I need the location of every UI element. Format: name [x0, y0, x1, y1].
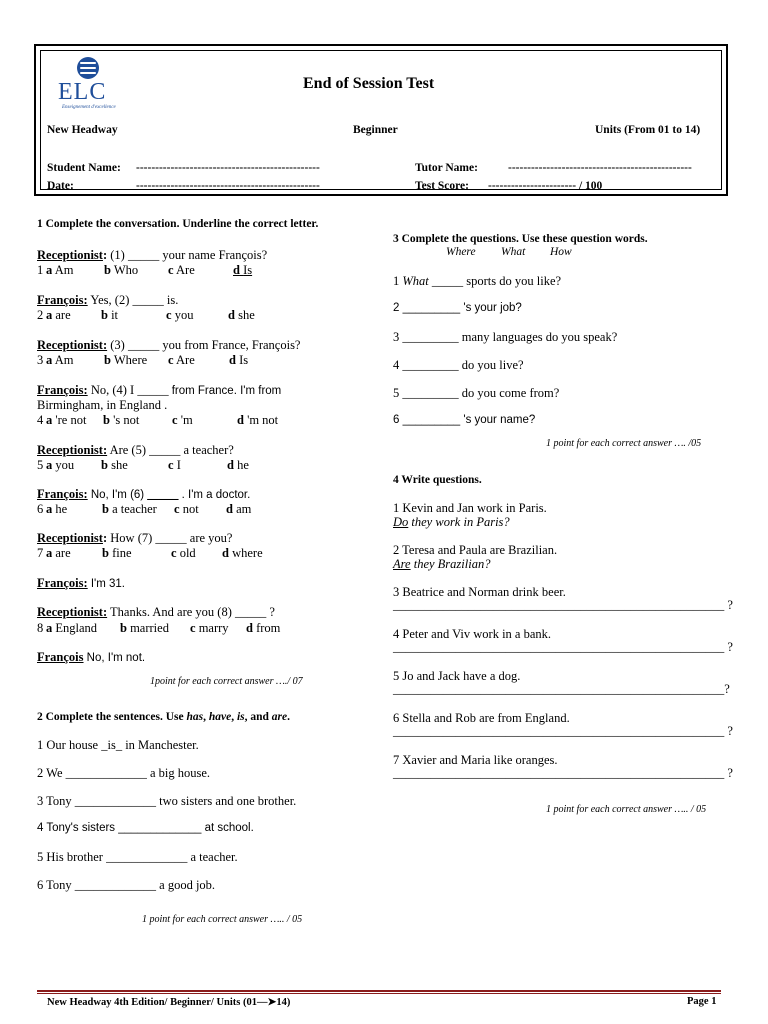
s1-q6: François: No, I'm (6) _____ . I'm a doctor.: [37, 487, 251, 501]
s4-answer-3[interactable]: _____________________________________________________ ?: [393, 598, 733, 612]
footer-rule: [37, 990, 721, 992]
course-level: Beginner: [353, 124, 398, 136]
s4-q1: 1 Kevin and Jan work in Paris.: [393, 501, 547, 515]
s1-q7-opt-b[interactable]: b fine: [102, 546, 132, 560]
s1-q5-number: 5: [37, 458, 44, 472]
s1-q4-opt-d[interactable]: d 'm not: [237, 413, 279, 427]
s2-item-3[interactable]: 3 Tony _____________ two sisters and one brother.: [37, 794, 297, 808]
s1-q7b: François: I'm 31.: [37, 576, 125, 590]
s1-q1-options: 1: [37, 263, 44, 277]
test-score-label: Test Score:: [415, 180, 469, 192]
s1-q1: Receptionist: (1) _____ your name François?: [37, 248, 268, 262]
s1-q5-opt-c[interactable]: c I: [168, 458, 181, 472]
s4-q6: 6 Stella and Rob are from England.: [393, 711, 570, 725]
tutor-name-label: Tutor Name:: [415, 162, 478, 174]
s2-item-5[interactable]: 5 His brother _____________ a teacher.: [37, 850, 238, 864]
elc-logo: ELC Enseignement d'excellence: [54, 57, 124, 109]
page-number: Page 1: [687, 996, 717, 1007]
s1-q2-number: 2: [37, 308, 44, 322]
s1-q5: Receptionist: Are (5) _____ a teacher?: [37, 443, 234, 457]
s4-answer-4[interactable]: _____________________________________________________ ?: [393, 640, 733, 654]
s3-word-where: Where: [446, 246, 476, 258]
s4-q4: 4 Peter and Viv work in a bank.: [393, 627, 552, 641]
s2-item-2[interactable]: 2 We _____________ a big house.: [37, 766, 211, 780]
s1-q8-opt-b[interactable]: b married: [120, 621, 169, 635]
s1-q7-opt-a[interactable]: a are: [46, 546, 71, 560]
s1-q2-opt-a[interactable]: a are: [46, 308, 71, 322]
s1-q4-opt-a[interactable]: a 're not: [46, 413, 87, 427]
s3-item-4[interactable]: 4 _________ do you live?: [393, 358, 524, 372]
s1-q7: Receptionist: How (7) _____ are you?: [37, 531, 233, 545]
section-1-title: 1 Complete the conversation. Underline the correct letter.: [37, 218, 319, 230]
s1-q8-opt-a[interactable]: a England: [46, 621, 98, 635]
s1-q4-number: 4: [37, 413, 44, 427]
s1-q8-number: 8: [37, 621, 44, 635]
s2-points: 1 point for each correct answer ….. / 05: [142, 914, 303, 925]
s4-answer-5[interactable]: _____________________________________________________?: [393, 682, 730, 696]
s2-item-4[interactable]: 4 Tony's sisters _____________ at school.: [37, 822, 254, 834]
s1-q1-opt-c[interactable]: c Are: [168, 263, 195, 277]
s1-q3-number: 3: [37, 353, 44, 367]
s3-word-how: How: [550, 246, 572, 258]
s1-q4-opt-c[interactable]: c 'm: [172, 413, 193, 427]
s3-item-5[interactable]: 5 _________ do you come from?: [393, 386, 560, 400]
s1-q4-line2: Birmingham, in England .: [37, 398, 168, 412]
s3-item-6[interactable]: 6 _________ 's your name?: [393, 414, 536, 426]
s4-q5: 5 Jo and Jack have a dog.: [393, 669, 521, 683]
s1-points: 1point for each correct answer …./ 07: [150, 676, 303, 687]
date-label: Date:: [47, 180, 74, 192]
s3-item-2[interactable]: 2 _________ 's your job?: [393, 302, 522, 314]
date-field[interactable]: ------------------------------------------------: [136, 180, 320, 192]
section-4-title: 4 Write questions.: [393, 474, 482, 486]
s4-q7: 7 Xavier and Maria like oranges.: [393, 753, 558, 767]
footer-rule-thin: [37, 993, 721, 994]
s4-answer-6[interactable]: _____________________________________________________ ?: [393, 724, 733, 738]
s1-q6-opt-a[interactable]: a he: [46, 502, 68, 516]
s1-q3-opt-b[interactable]: b Where: [104, 353, 148, 367]
arrow-right-icon: —➤: [257, 997, 277, 1008]
s1-q4: François: No, (4) I _____ from France. I'm from: [37, 383, 282, 397]
s1-q2-opt-b[interactable]: b it: [101, 308, 119, 322]
s3-word-what: What: [501, 246, 526, 258]
s1-q5-opt-b[interactable]: b she: [101, 458, 128, 472]
s1-q3-opt-a[interactable]: a Am: [46, 353, 74, 367]
s1-q1-opt-a[interactable]: a Am: [46, 263, 74, 277]
s2-item-6[interactable]: 6 Tony _____________ a good job.: [37, 878, 216, 892]
s1-q2: François: Yes, (2) _____ is.: [37, 293, 179, 307]
s4-a1: Do they work in Paris?: [393, 515, 510, 529]
s1-q5-opt-a[interactable]: a you: [46, 458, 75, 472]
page-title: End of Session Test: [303, 75, 435, 92]
s1-q6-number: 6: [37, 502, 44, 516]
section-2-title: 2 Complete the sentences. Use has, have, is, and are.: [37, 711, 291, 723]
course-name: New Headway: [47, 124, 118, 136]
s4-points: 1 point for each correct answer ….. / 05: [546, 804, 707, 815]
student-name-field[interactable]: ------------------------------------------------: [136, 162, 320, 174]
s1-q5-opt-d[interactable]: d he: [227, 458, 249, 472]
s2-item-1[interactable]: 1 Our house _is_ in Manchester.: [37, 738, 199, 752]
s3-points: 1 point for each correct answer …. /05: [546, 438, 702, 449]
s1-q3: Receptionist: (3) _____ you from France, François?: [37, 338, 301, 352]
s1-q3-opt-c[interactable]: c Are: [168, 353, 195, 367]
s3-item-3[interactable]: 3 _________ many languages do you speak?: [393, 330, 618, 344]
s1-q4-opt-b[interactable]: b 's not: [103, 413, 140, 427]
s1-q6-opt-b[interactable]: b a teacher: [102, 502, 157, 516]
s4-answer-7[interactable]: _____________________________________________________ ?: [393, 766, 733, 780]
student-name-label: Student Name:: [47, 162, 121, 174]
s3-item-1[interactable]: 1 What _____ sports do you like?: [393, 274, 562, 288]
s1-q2-opt-c[interactable]: c you: [166, 308, 194, 322]
tutor-name-field[interactable]: ------------------------------------------------: [508, 162, 692, 174]
s1-q7-opt-d[interactable]: d where: [222, 546, 263, 560]
s4-q3: 3 Beatrice and Norman drink beer.: [393, 585, 566, 599]
globe-icon: [77, 57, 99, 79]
s1-q2-opt-d[interactable]: d she: [228, 308, 255, 322]
s1-q6-opt-c[interactable]: c not: [174, 502, 199, 516]
s1-q6-opt-d[interactable]: d am: [226, 502, 252, 516]
section-3-title: 3 Complete the questions. Use these question words.: [393, 233, 648, 245]
s1-q8-opt-d[interactable]: d from: [246, 621, 281, 635]
test-score-field[interactable]: ----------------------- / 100: [488, 180, 603, 192]
s4-a2: Are they Brazilian?: [393, 557, 491, 571]
course-units: Units (From 01 to 14): [595, 124, 701, 136]
s1-q8-opt-c[interactable]: c marry: [190, 621, 229, 635]
s1-q9: François No, I'm not.: [37, 650, 146, 664]
s1-q7-number: 7: [37, 546, 44, 560]
s1-q8: Receptionist: Thanks. And are you (8) _____ ?: [37, 605, 275, 619]
s1-q7-opt-c[interactable]: c old: [171, 546, 196, 560]
footer-text: New Headway 4th Edition/ Beginner/ Units (01—➤14): [47, 997, 291, 1008]
s1-q3-opt-d[interactable]: d Is: [229, 353, 249, 367]
s1-q1-opt-b[interactable]: b Who: [104, 263, 139, 277]
s1-q1-opt-d[interactable]: d Is: [233, 263, 253, 277]
s4-q2: 2 Teresa and Paula are Brazilian.: [393, 543, 558, 557]
